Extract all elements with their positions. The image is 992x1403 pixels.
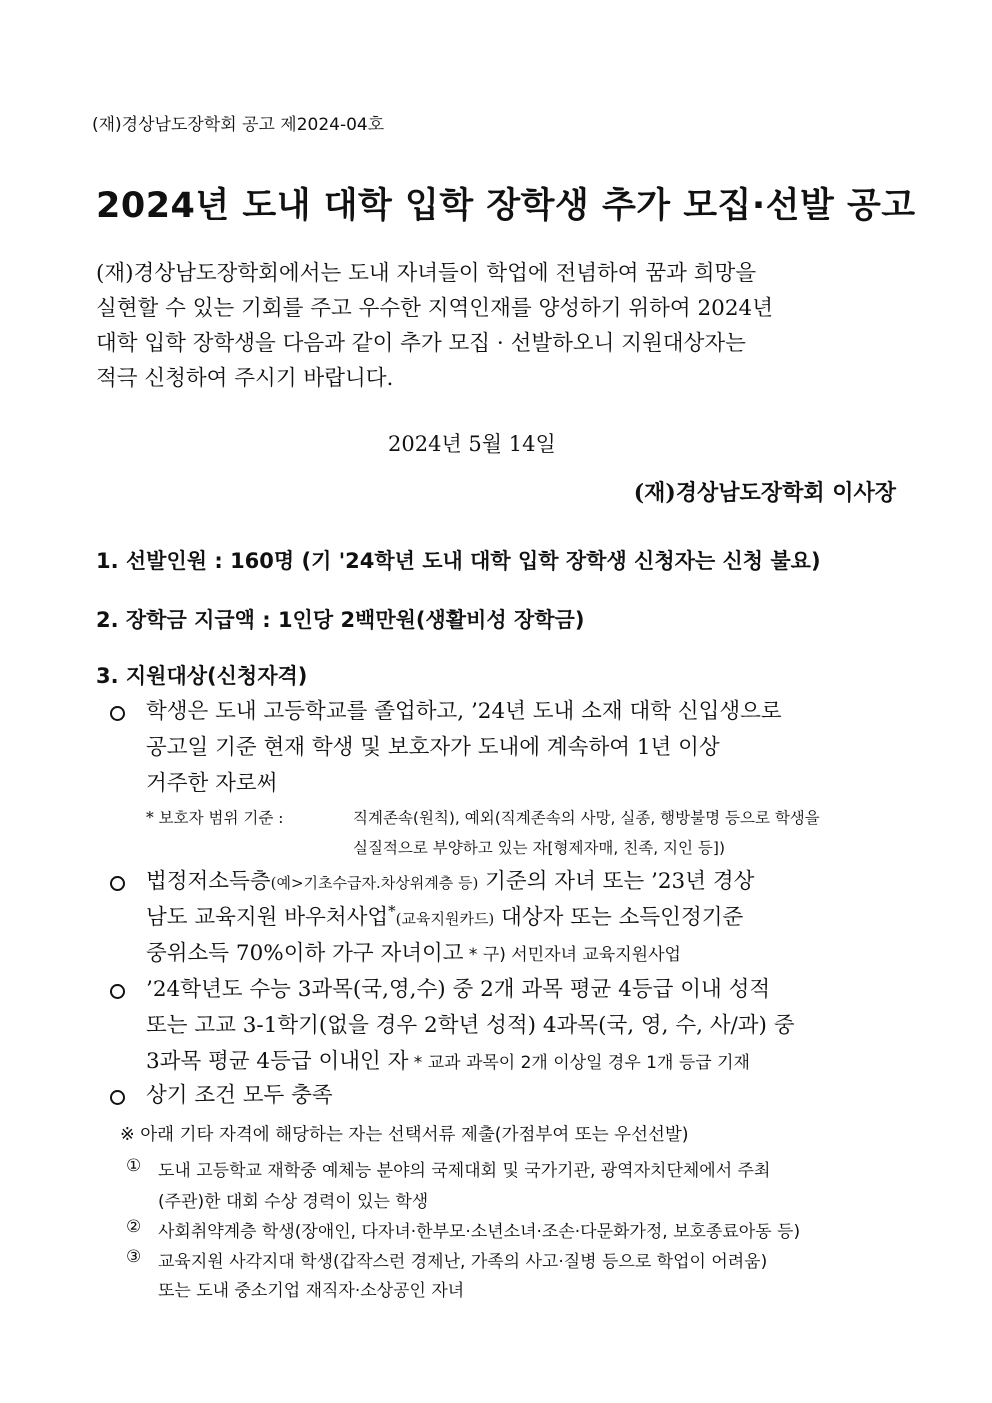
notice-number: (재)경상남도장학회 공고 제2024-04호 [92, 115, 385, 135]
notice-date: 2024년 5월 14일 [388, 432, 556, 456]
eligibility-line: 거주한 자로써 [146, 771, 278, 796]
item-number: ① [126, 1156, 142, 1176]
section-eligibility: 3. 지원대상(신청자격) [96, 664, 308, 688]
extra-item-line: 도내 고등학교 재학중 예체능 분야의 국제대회 및 국가기관, 광역자치단체에서 주최 [158, 1161, 771, 1181]
extra-qualification-note: ※ 아래 기타 자격에 해당하는 자는 선택서류 제출(가점부여 또는 우선선발) [120, 1125, 689, 1145]
footnote-text: * 구) 서민자녀 교육지원사업 [463, 945, 681, 965]
eligibility-line [146, 864, 754, 895]
eligibility-line: ’24학년도 수능 3과목(국,영,수) 중 2개 과목 평균 4등급 이내 성적 [146, 977, 771, 1002]
intro-line: 대학 입학 장학생을 다음과 같이 추가 모집 · 선발하오니 지원대상자는 [96, 331, 746, 356]
item-number: ③ [126, 1247, 142, 1267]
voucher-rest: 대상자 또는 소득인정기준 [494, 905, 744, 930]
intro-line: 적극 신청하여 주시기 바랍니다. [96, 366, 394, 391]
eligibility-line [146, 936, 681, 967]
median-income: 중위소득 70%이하 가구 자녀이고 [146, 941, 464, 966]
grade-criteria: 3과목 평균 4등급 이내인 자 [146, 1049, 409, 1074]
voucher-card: (교육지원카드) [395, 910, 495, 928]
footnote-text: * 교과 과목이 2개 이상일 경우 1개 등급 기재 [408, 1053, 750, 1073]
eligibility-line [146, 900, 743, 931]
signature: (재)경상남도장학회 이사장 [633, 480, 896, 506]
section-scholarship-amount: 2. 장학금 지급액 : 1인당 2백만원(생활비성 장학금) [96, 608, 585, 632]
eligibility-line: 공고일 기준 현재 학생 및 보호자가 도내에 계속하여 1년 이상 [146, 735, 720, 760]
extra-item-line: 교육지원 사각지대 학생(갑작스런 경제난, 가족의 사고·질병 등으로 학업이 어려움) [158, 1252, 768, 1272]
guardian-note-label: * 보호자 범위 기준 : [146, 809, 284, 827]
section-selection-count: 1. 선발인원 : 160명 (기 '24학년 도내 대학 입학 장학생 신청자는 신청 불요) [96, 549, 821, 573]
bullet-circle-icon [110, 984, 125, 999]
extra-item-line: (주관)한 대회 수상 경력이 있는 학생 [158, 1192, 429, 1212]
bullet-circle-icon [110, 876, 125, 891]
low-income-example: (예>기초수급자.차상위계층 등) [270, 874, 479, 892]
low-income-label: 법정저소득층 [146, 869, 271, 894]
eligibility-line: 학생은 도내 고등학교를 졸업하고, ’24년 도내 소재 대학 신입생으로 [146, 699, 782, 724]
extra-item-line: 또는 도내 중소기업 재직자·소상공인 자녀 [158, 1281, 465, 1301]
eligibility-line [146, 1044, 750, 1075]
guardian-note-line: 실질적으로 부양하고 있는 자[형제자매, 친족, 지인 등]) [353, 839, 725, 857]
page-title: 2024년 도내 대학 입학 장학생 추가 모집·선발 공고 [96, 186, 916, 226]
footnote-mark: * [388, 901, 396, 920]
bullet-circle-icon [110, 1090, 125, 1105]
low-income-rest: 기준의 자녀 또는 ’23년 경상 [478, 869, 755, 894]
intro-line: (재)경상남도장학회에서는 도내 자녀들이 학업에 전념하여 꿈과 희망을 [96, 261, 757, 286]
item-number: ② [126, 1217, 142, 1237]
intro-line: 실현할 수 있는 기회를 주고 우수한 지역인재를 양성하기 위하여 2024년 [96, 296, 773, 321]
guardian-note-line: 직계존속(원칙), 예외(직계존속의 사망, 실종, 행방불명 등으로 학생을 [353, 809, 820, 827]
bullet-circle-icon [110, 706, 125, 721]
eligibility-line: 상기 조건 모두 충족 [146, 1083, 333, 1108]
voucher-label: 남도 교육지원 바우처사업 [146, 905, 389, 930]
extra-item-line: 사회취약계층 학생(장애인, 다자녀·한부모·소년소녀·조손·다문화가정, 보호종료아동 등) [158, 1222, 801, 1242]
eligibility-line: 또는 고교 3-1학기(없을 경우 2학년 성적) 4과목(국, 영, 수, 사/과) 중 [146, 1013, 795, 1038]
